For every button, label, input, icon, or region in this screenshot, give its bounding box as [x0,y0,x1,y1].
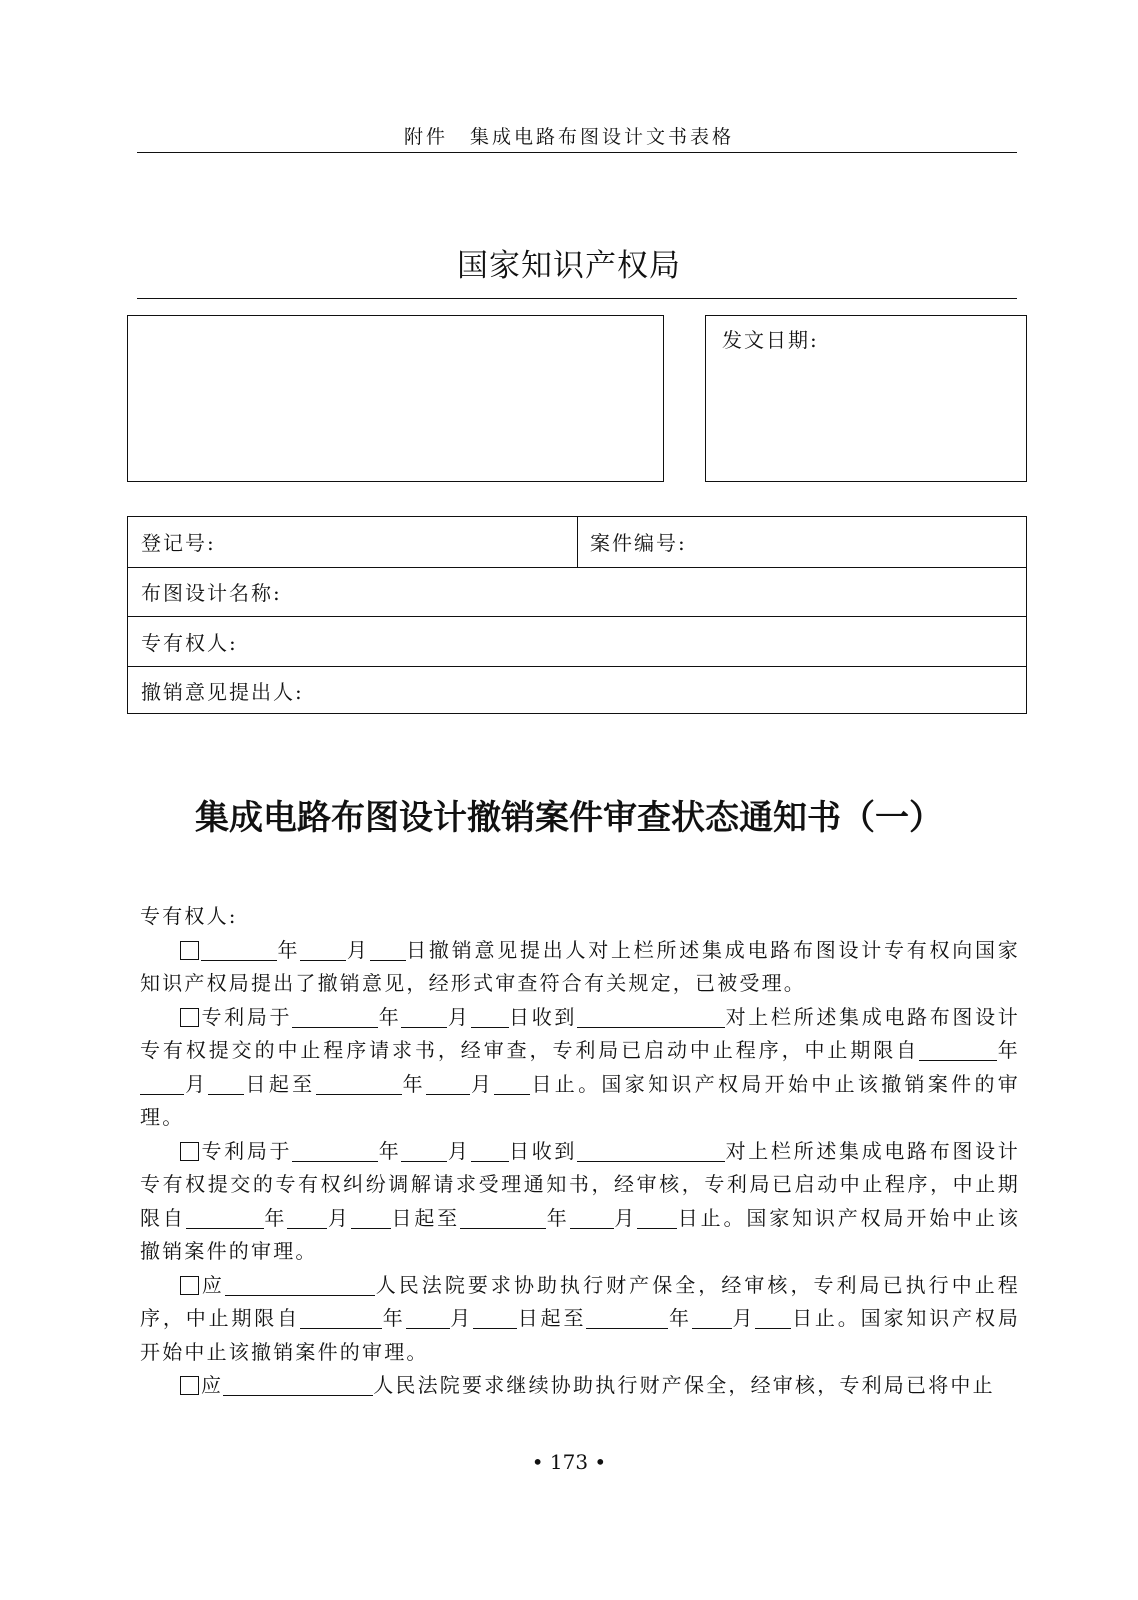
fill-blank[interactable] [494,1074,530,1095]
notice-body [140,900,1020,1403]
agency-rule [137,298,1017,299]
fill-blank[interactable] [225,1275,375,1296]
address-box [127,315,664,482]
table-row [128,666,1026,716]
fill-blank[interactable] [473,1308,517,1329]
agency-name: 国家知识产权局 [457,248,681,284]
table-row [128,567,1026,617]
header-rule [137,152,1017,153]
fill-blank[interactable] [577,1141,725,1162]
fill-blank[interactable] [586,1308,668,1329]
fill-blank[interactable] [292,1007,378,1028]
option-paragraph-2: 专利局于 年 月 日收到 对上栏所述集成电路布图设计专有权提交的中止程序请求书，经审查，专利局已启动中止程序，中止期限自 年月 日起至 年 月 日止。国家知识产权局开始中止该撤销案件的审理。 [140,1004,1020,1129]
fill-blank[interactable] [637,1208,677,1229]
fill-blank[interactable] [208,1074,244,1095]
running-header: 附件 集成电路布图设计文书表格 [403,126,734,148]
fill-blank[interactable] [186,1208,264,1229]
issue-date-label: 发文日期: [722,328,819,352]
revocation-proposer-label: 撤销意见提出人: [141,680,304,705]
checkbox[interactable] [180,1008,199,1027]
fill-blank[interactable] [300,1308,382,1329]
salutation: 专有权人: [140,904,238,928]
fill-blank[interactable] [401,1141,447,1162]
fill-blank[interactable] [351,1208,391,1229]
fill-blank[interactable] [223,1375,373,1396]
case-info-table [127,516,1027,714]
fill-blank[interactable] [460,1208,546,1229]
fill-blank[interactable] [471,1141,509,1162]
document-title: 集成电路布图设计撤销案件审查状态通知书（一） [195,798,943,838]
case-no-label: 案件编号: [590,531,687,556]
page-number: • 173 • [531,1450,607,1474]
fill-blank[interactable] [919,1040,997,1061]
option-paragraph-4: 应 人民法院要求协助执行财产保全，经审核，专利局已执行中止程序，中止期限自 年 月 日起至 年 月 日止。国家知识产权局开始中止该撤销案件的审理。 [140,1272,1021,1364]
fill-blank[interactable] [292,1141,378,1162]
fill-blank[interactable] [287,1208,327,1229]
table-row [128,616,1026,666]
fill-blank[interactable] [140,1074,184,1095]
issue-date-box [705,315,1027,482]
checkbox[interactable] [180,1276,199,1295]
fill-blank[interactable] [370,940,406,961]
fill-blank[interactable] [406,1308,450,1329]
fill-blank[interactable] [426,1074,470,1095]
fill-blank[interactable] [570,1208,614,1229]
right-holder-label: 专有权人: [141,630,238,655]
option-paragraph-3: 专利局于 年 月 日收到 对上栏所述集成电路布图设计专有权提交的专有权纠纷调解请求受理通知书，经审核，专利局已启动中止程序，中止期限自 年 月 日起至 年 月 日止。国家知识产权局开始中止该撤销案件的审理。 [140,1138,1021,1263]
fill-blank[interactable] [401,1007,447,1028]
fill-blank[interactable] [577,1007,725,1028]
registration-no-label: 登记号: [141,531,216,556]
design-name-label: 布图设计名称: [141,581,282,606]
option-paragraph-1: 年 月 日撤销意见提出人对上栏所述集成电路布图设计专有权向国家知识产权局提出了撤销意见，经形式审查符合有关规定，已被受理。 [140,937,1020,995]
checkbox[interactable] [180,941,199,960]
fill-blank[interactable] [201,940,277,961]
fill-blank[interactable] [316,1074,402,1095]
fill-blank[interactable] [692,1308,732,1329]
checkbox[interactable] [180,1142,199,1161]
fill-blank[interactable] [755,1308,791,1329]
option-paragraph-5: 应 人民法院要求继续协助执行财产保全，经审核，专利局已将中止 [140,1369,1020,1403]
table-row [128,517,1026,567]
checkbox[interactable] [180,1376,199,1395]
fill-blank[interactable] [300,940,346,961]
fill-blank[interactable] [471,1007,509,1028]
